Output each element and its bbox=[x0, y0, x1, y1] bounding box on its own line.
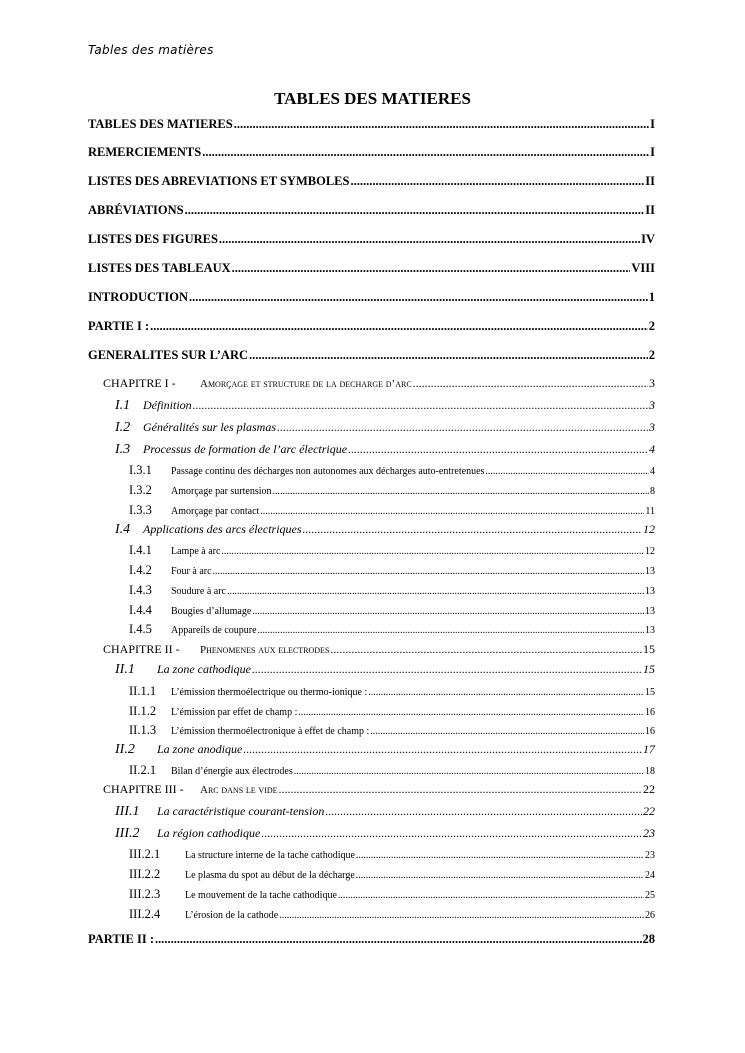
dot-leader bbox=[150, 319, 648, 334]
toc-entry-number: I.3 bbox=[115, 442, 131, 457]
toc-entry-page: I bbox=[650, 117, 655, 131]
toc-entry-page: 22 bbox=[643, 782, 655, 796]
dot-leader bbox=[193, 398, 648, 413]
toc-entry-label: LISTES DES FIGURES bbox=[88, 232, 218, 246]
toc-entry-label: Définition bbox=[143, 398, 192, 412]
toc-entry-label: Soudure à arc bbox=[171, 586, 226, 597]
toc-entry-page: 15 bbox=[643, 642, 655, 656]
toc-entry-label: La région cathodique bbox=[157, 826, 261, 840]
toc-entry[interactable] bbox=[88, 203, 655, 218]
dot-leader bbox=[303, 522, 642, 537]
toc-entry[interactable] bbox=[129, 622, 655, 637]
toc-entry-label: PARTIE II : bbox=[88, 932, 155, 946]
page-title: TABLES DES MATIERES bbox=[274, 89, 471, 108]
toc-entry-page: 2 bbox=[648, 319, 655, 333]
dot-leader bbox=[350, 174, 644, 189]
dot-leader bbox=[338, 890, 644, 901]
toc-entry-page: II bbox=[645, 203, 655, 217]
dot-leader bbox=[258, 625, 644, 636]
toc-entry-page: 12 bbox=[643, 522, 655, 536]
toc-entry-page: VIII bbox=[631, 261, 655, 275]
dot-leader bbox=[202, 145, 649, 160]
toc-entry[interactable] bbox=[88, 290, 655, 305]
toc-entry-page: 11 bbox=[645, 506, 655, 517]
dot-leader bbox=[330, 642, 642, 657]
toc-entry[interactable] bbox=[115, 420, 655, 436]
toc-entry-label: Appareils de coupure bbox=[171, 625, 257, 636]
toc-entry-number: II.1.3 bbox=[129, 723, 157, 737]
toc-entry-page: 23 bbox=[645, 850, 655, 861]
toc-entry-page: 2 bbox=[648, 348, 655, 362]
toc-entry-number: II.1 bbox=[115, 662, 135, 677]
toc-entry-number: III.2.2 bbox=[129, 867, 161, 881]
toc-entry-page: 18 bbox=[645, 766, 655, 777]
dot-leader bbox=[213, 566, 644, 577]
toc-entry-page: 22 bbox=[643, 804, 655, 818]
toc-entry-page: 3 bbox=[649, 398, 655, 412]
toc-entry[interactable] bbox=[115, 398, 655, 414]
toc-entry-page: 3 bbox=[649, 420, 655, 434]
dot-leader bbox=[260, 506, 644, 517]
toc-entry-number: I.3.1 bbox=[129, 463, 152, 477]
dot-leader bbox=[252, 606, 644, 617]
toc-entry-number: CHAPITRE I - bbox=[103, 376, 176, 390]
toc-entry-label: PARTIE I : bbox=[88, 319, 150, 333]
toc-entry-page: 25 bbox=[645, 890, 655, 901]
toc-entry-page: 17 bbox=[643, 742, 655, 756]
toc-entry-label: Bougies d’allumage bbox=[171, 606, 252, 617]
dot-leader bbox=[348, 442, 648, 457]
toc-entry-label: LISTES DES ABREVIATIONS ET SYMBOLES bbox=[88, 174, 350, 188]
toc-entry-page: II bbox=[645, 174, 655, 188]
dot-leader bbox=[413, 376, 648, 391]
toc-entry-number: I.4 bbox=[115, 522, 131, 537]
toc-entry[interactable] bbox=[129, 684, 655, 699]
toc-entry-label: Applications des arcs électriques bbox=[143, 522, 302, 536]
toc-entry[interactable] bbox=[88, 232, 655, 247]
toc-entry-number: I.4.4 bbox=[129, 603, 152, 617]
toc-entry-label: La structure interne de la tache cathodique bbox=[185, 850, 355, 861]
toc-entry-page: IV bbox=[641, 232, 655, 246]
toc-entry-label: Amorçage par contact bbox=[171, 506, 260, 517]
toc-entry-label: ABRÉVIATIONS bbox=[88, 203, 184, 217]
toc-entry-page: 15 bbox=[645, 687, 655, 698]
toc-entry[interactable] bbox=[129, 867, 655, 882]
toc-entry-number: I.4.2 bbox=[129, 563, 152, 577]
toc-entry-page: 12 bbox=[645, 546, 655, 557]
toc-entry[interactable] bbox=[103, 642, 655, 657]
toc-entry[interactable] bbox=[88, 261, 655, 276]
toc-entry[interactable] bbox=[88, 319, 655, 334]
toc-entry-label: L’émission thermoélectrique ou thermo-ionique : bbox=[171, 687, 368, 698]
toc-entry-label: L’érosion de la cathode bbox=[185, 910, 279, 921]
toc-entry-label: L’émission thermoélectronique à effet de champ : bbox=[171, 726, 370, 737]
toc-entry-number: CHAPITRE II - bbox=[103, 642, 180, 656]
toc-entry-label: REMERCIEMENTS bbox=[88, 145, 202, 159]
dot-leader bbox=[325, 804, 642, 819]
dot-leader bbox=[279, 782, 642, 797]
toc-entry-number: II.2.1 bbox=[129, 763, 157, 777]
toc-entry-label: TABLES DES MATIERES bbox=[88, 117, 233, 131]
dot-leader bbox=[219, 232, 640, 247]
toc-entry[interactable] bbox=[129, 907, 655, 922]
dot-leader bbox=[227, 586, 644, 597]
toc-entry-page: 4 bbox=[650, 466, 655, 477]
toc-entry-label: L’émission par effet de champ : bbox=[171, 707, 298, 718]
toc-entry[interactable] bbox=[129, 483, 655, 498]
toc-entry[interactable] bbox=[115, 662, 655, 678]
dot-leader bbox=[189, 290, 648, 305]
toc-entry-label: Amorçage par surtension bbox=[171, 486, 272, 497]
toc-entry-page: 1 bbox=[648, 290, 655, 304]
toc-entry[interactable] bbox=[115, 826, 655, 842]
toc-entry-label: Arc dans le vide bbox=[200, 784, 278, 796]
toc-entry-page: 24 bbox=[645, 870, 655, 881]
toc-entry-label: Passage continu des décharges non autonomes aux décharges auto-entretenues bbox=[171, 466, 485, 477]
dot-leader bbox=[243, 742, 642, 757]
toc-entry-page: 3 bbox=[649, 376, 655, 390]
toc-entry-page: 13 bbox=[645, 586, 655, 597]
toc-entry[interactable] bbox=[129, 704, 655, 719]
toc-entry[interactable] bbox=[129, 583, 655, 598]
toc-entry-number: I.4.1 bbox=[129, 543, 152, 557]
toc-entry-label: Amorçage et structure de la decharge d’arc bbox=[200, 378, 412, 390]
toc-entry-number: III.2 bbox=[115, 826, 140, 841]
toc-entry-number: II.1.1 bbox=[129, 684, 157, 698]
toc-entry-page: 26 bbox=[645, 910, 655, 921]
toc-entry-page: 16 bbox=[645, 707, 655, 718]
toc-entry-label: Le mouvement de la tache cathodique bbox=[185, 890, 337, 901]
dot-leader bbox=[368, 687, 644, 698]
toc-entry-number: II.1.2 bbox=[129, 704, 157, 718]
toc-entry[interactable] bbox=[129, 563, 655, 578]
toc-entry-page: 13 bbox=[645, 566, 655, 577]
toc-entry[interactable] bbox=[88, 117, 655, 132]
dot-leader bbox=[294, 766, 644, 777]
toc-entry-number: III.2.3 bbox=[129, 887, 161, 901]
toc-entry-label: GENERALITES SUR L’ARC bbox=[88, 348, 248, 362]
toc-entry-label: LISTES DES TABLEAUX bbox=[88, 261, 231, 275]
toc-entry-label: Lampe à arc bbox=[171, 546, 221, 557]
toc-entry-number: I.4.5 bbox=[129, 622, 152, 636]
toc-entry-label: La zone cathodique bbox=[157, 662, 251, 676]
toc-entry[interactable] bbox=[88, 174, 655, 189]
toc-entry[interactable] bbox=[129, 723, 655, 738]
toc-entry-number: II.2 bbox=[115, 742, 135, 757]
toc-entry[interactable] bbox=[129, 763, 655, 778]
toc-entry-number: I.4.3 bbox=[129, 583, 152, 597]
toc-entry-label: Four à arc bbox=[171, 566, 212, 577]
dot-leader bbox=[356, 870, 644, 881]
toc-entry-page: 28 bbox=[642, 932, 655, 946]
toc-entry-page: 8 bbox=[650, 486, 655, 497]
dot-leader bbox=[273, 486, 649, 497]
toc-entry-number: III.2.4 bbox=[129, 907, 161, 921]
dot-leader bbox=[252, 662, 642, 677]
dot-leader bbox=[298, 707, 644, 718]
toc-entry-page: 13 bbox=[645, 625, 655, 636]
toc-entry[interactable] bbox=[88, 932, 655, 947]
toc-entry[interactable] bbox=[88, 145, 655, 160]
toc-entry-number: III.1 bbox=[115, 804, 140, 819]
dot-leader bbox=[232, 261, 631, 276]
dot-leader bbox=[234, 117, 649, 132]
dot-leader bbox=[261, 826, 642, 841]
toc-entry[interactable] bbox=[88, 348, 655, 363]
dot-leader bbox=[356, 850, 644, 861]
dot-leader bbox=[185, 203, 645, 218]
toc-entry-page: 16 bbox=[645, 726, 655, 737]
toc-entry-label: La caractéristique courant-tension bbox=[157, 804, 325, 818]
toc-entry-page: 23 bbox=[643, 826, 655, 840]
dot-leader bbox=[370, 726, 644, 737]
toc-entry[interactable] bbox=[115, 522, 655, 538]
toc-entry[interactable] bbox=[129, 847, 655, 862]
toc-entry-label: La zone anodique bbox=[157, 742, 243, 756]
toc-entry-label: Généralités sur les plasmas bbox=[143, 420, 276, 434]
toc-entry-label: INTRODUCTION bbox=[88, 290, 189, 304]
toc-entry-page: 13 bbox=[645, 606, 655, 617]
toc-entry-number: I.3.2 bbox=[129, 483, 152, 497]
dot-leader bbox=[277, 420, 648, 435]
toc-entry-label: Le plasma du spot au début de la décharge bbox=[185, 870, 355, 881]
toc-entry-number: I.2 bbox=[115, 420, 131, 435]
toc-entry-page: I bbox=[650, 145, 655, 159]
toc-entry[interactable] bbox=[129, 463, 655, 478]
toc-entry-label: Processus de formation de l’arc électrique bbox=[143, 442, 348, 456]
dot-leader bbox=[485, 466, 649, 477]
toc-entry-label: Phenomenes aux electrodes bbox=[200, 644, 330, 656]
toc-entry[interactable] bbox=[115, 742, 655, 758]
toc-entry[interactable] bbox=[129, 503, 655, 518]
toc-entry[interactable] bbox=[103, 782, 655, 797]
toc-entry-page: 4 bbox=[649, 442, 655, 456]
toc-entry[interactable] bbox=[129, 603, 655, 618]
running-header: Tables des matières bbox=[88, 43, 214, 57]
toc-entry-page: 15 bbox=[643, 662, 655, 676]
toc-entry[interactable] bbox=[115, 804, 655, 820]
toc-entry-number: CHAPITRE III - bbox=[103, 782, 184, 796]
toc-entry[interactable] bbox=[129, 887, 655, 902]
dot-leader bbox=[155, 932, 641, 947]
dot-leader bbox=[221, 546, 644, 557]
toc-entry-number: III.2.1 bbox=[129, 847, 161, 861]
toc-entry-number: I.1 bbox=[115, 398, 131, 413]
toc-entry-label: Bilan d’énergie aux électrodes bbox=[171, 766, 293, 777]
toc-entry[interactable] bbox=[103, 376, 655, 391]
dot-leader bbox=[249, 348, 648, 363]
dot-leader bbox=[279, 910, 644, 921]
toc-entry[interactable] bbox=[129, 543, 655, 558]
toc-entry-number: I.3.3 bbox=[129, 503, 152, 517]
toc-entry[interactable] bbox=[115, 442, 655, 458]
